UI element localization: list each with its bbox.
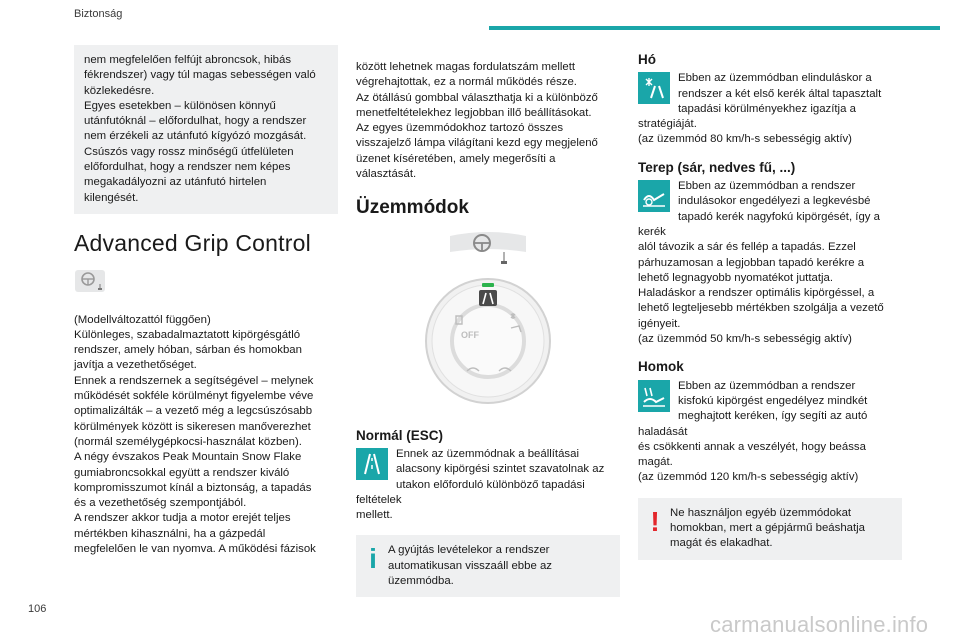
terrain-mode-text: Ebben az üzemmódban a rendszer indulásokor engedélyezi a legkevésbé tapadó kerék nagyfokú kipörgését, így a kerék alól távozik a sár és fellép a tapadás. Ezzel párhuzamosan a legjobban tapadó kerékre a lehető legnagyobb nyomatékot juttatja. Haladáskor a rendszer optimális kipörgéssel, a lehető legteljesebb mértékben szolgálja a vezető igényeit. (az üzemmód 50 km/h-s sebességig aktív) [638,180,884,346]
snow-mode-title: Hó [638,52,656,67]
dial-off-label: OFF [461,329,479,340]
terrain-mode [638,179,902,347]
section-title: Biztonság [74,8,123,20]
advanced-grip-title: Advanced Grip Control [74,229,311,256]
modes-title: Üzemmódok [356,197,469,219]
continuation-box [74,45,338,214]
dashboard-steering-icon [448,230,528,270]
sand-mode-title: Homok [638,359,684,375]
column-3 [638,52,902,560]
warning-icon: ! [650,505,660,537]
column-2 [356,60,620,597]
advanced-grip-body: (Modellváltozattól függően) Különleges, szabadalmaztatott kipörgésgátló rendszer, amely hóban, sárban és homokban javítja a vezethetőséget. Ennek a rendszernek a segítségével – melynek működését sokféle körülményt figyelembe véve optimalizálták – a vezető még a legcsúszósabb körülmények között is sikeresen manőverezhet (normál személygépkocsi-használat közben). A négy évszakos Peak Mountain Snow Flake gumiabroncsokkal együtt a rendszer kiváló kompromisszumot kínál a biztonság, a tapadás és a vezethetőség szempontjából. A rendszer akkor tudja a motor erejét teljes mértékben kihasználni, ha a gázpedál megfelelően le van nyomva. A működési fázisok [74,313,316,556]
ignition-note-text: A gyújtás levételekor a rendszer automatikusan visszaáll ebbe az üzemmódba. [388,544,552,588]
intro-text: között lehetnek magas fordulatszám mellett végrehajtottak, ez a normál működés része. Az ötállású gombbal választhatja ki a különböző menetfeltételekhez legjobban illő beállításokat. Az egyes üzemmódokhoz tartozó összes visszajelző lámpa világítani kezd egy megjelenő üzenet kíséretében, amely megerősíti a választását. [356,61,598,181]
normal-road-icon [356,448,388,480]
sand-mode-text: Ebben az üzemmódban a rendszer kisfokú kipörgést engedélyez mindkét meghajtott keréken, így segíti az autó haladását és csökkenti annak a veszélyét, hogy beássa magát. (az üzemmód 120 km/h-s sebességig aktív) [638,379,868,484]
warning-note [638,498,902,560]
page-number: 106 [28,603,47,615]
ignition-note [356,535,620,597]
sand-icon [638,380,670,412]
normal-mode-title: Normál (ESC) [356,427,444,443]
normal-mode-text: Ennek az üzemmódnak a beállításai alacsony kipörgési szintet szavatolnak az utakon előforduló különböző tapadási feltételek mellett. [356,447,605,522]
mode-selector-dial [423,276,553,406]
terrain-mode-title: Terep (sár, nedves fű, ...) [638,159,796,175]
warning-note-text: Ne használjon egyéb üzemmódokat homokban, mert a gépjármű beáshatja magát és elakadhat. [670,506,866,550]
snow-icon [638,72,670,104]
sand-mode [638,379,902,486]
column-1 [74,45,338,557]
watermark: carmanualsonline.info [710,612,929,637]
header-accent-bar [489,26,940,30]
snow-mode-text: Ebben az üzemmódban elinduláskor a rendszer a két első kerék által tapasztalt tapadási körülményekhez igazítja a stratégiáját. (az üzemmód 80 km/h-s sebességig aktív) [638,72,882,146]
continuation-text: nem megfelelően felfújt abroncsok, hibás fékrendszer) vagy túl magas sebességen való közlekedésre. Egyes esetekben – különösen könnyű utánfutóknál – előfordulhat, hogy a rendszer nem érzékeli az utánfutó kígyózó mozgását. Csúszós vagy rossz minőségű útfelületen előfordulhat, hogy a rendszer nem képes megakadályozni az utánfutó hirtelen kilengését. [84,54,316,204]
mud-icon [638,180,670,212]
normal-mode [356,447,620,523]
steering-wheel-icon [74,269,106,293]
snow-mode [638,71,902,147]
info-icon: i [369,543,377,575]
dial-illustration [356,216,620,406]
